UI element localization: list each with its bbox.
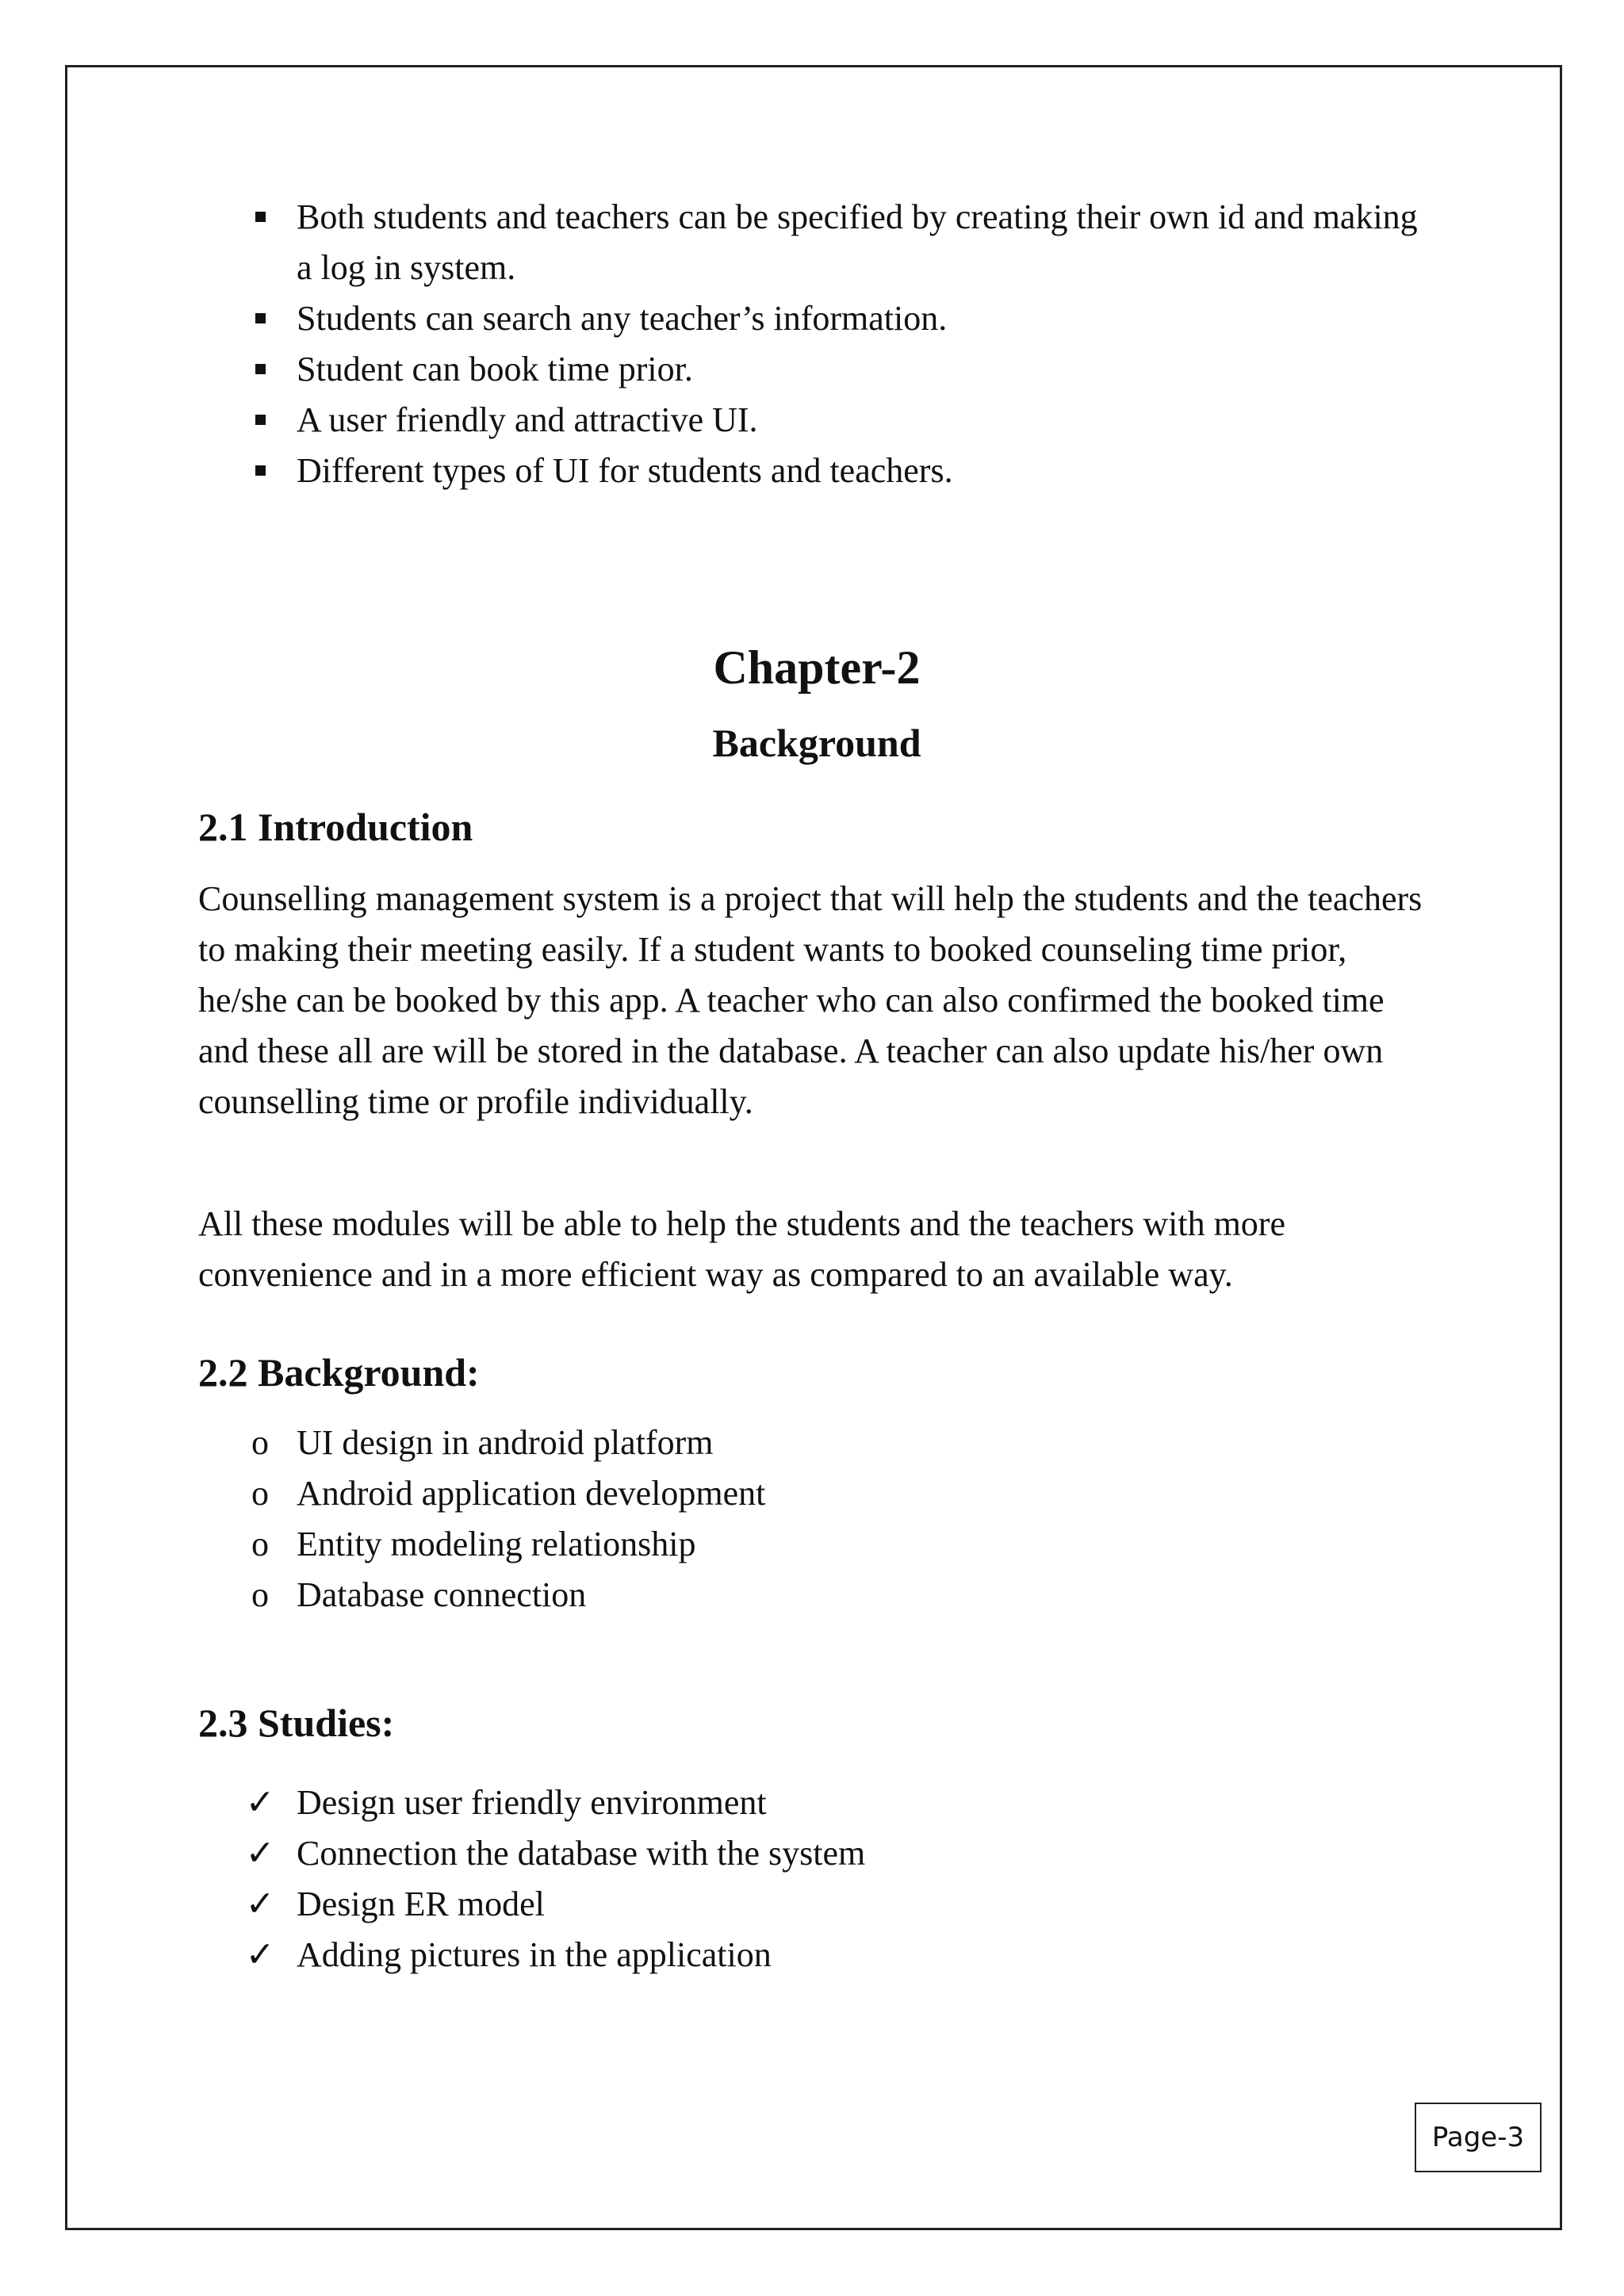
square-bullet-icon [244, 344, 276, 395]
circle-bullet-icon: o [251, 1525, 269, 1563]
square-bullet-icon [244, 293, 276, 344]
list-item: A user friendly and attractive UI. [198, 395, 1435, 446]
circle-bullet-icon: o [251, 1423, 269, 1462]
list-item: o Entity modeling relationship [198, 1519, 1435, 1570]
page-content [198, 192, 1435, 1980]
modules-paragraph: All these modules will be able to help the students and the teachers with more convenience and in a more efficient way as compared to an available way. [198, 1204, 1285, 1294]
checkmark-icon: ✓ [245, 1783, 275, 1822]
page-number: Page-3 [1415, 2103, 1542, 2172]
list-item: Both students and teachers can be specified by creating their own id and making a log in system. [198, 192, 1435, 293]
circle-bullet-icon: o [251, 1575, 269, 1614]
list-item: ✓ Design user friendly environment [198, 1777, 1435, 1828]
feature-bullet-list [198, 192, 1435, 496]
list-item: o UI design in android platform [198, 1418, 1435, 1468]
circle-bullet-icon: o [251, 1474, 269, 1513]
checkmark-icon: ✓ [245, 1935, 275, 1974]
list-item: ✓ Connection the database with the system [198, 1828, 1435, 1879]
list-item: o Android application development [198, 1468, 1435, 1519]
section-heading-background: 2.2 Background: [198, 1350, 480, 1395]
checkmark-icon: ✓ [245, 1885, 275, 1923]
square-bullet-icon [244, 446, 276, 496]
list-item: o Database connection [198, 1570, 1435, 1621]
studies-list [198, 1777, 1435, 1980]
list-item: ✓ Adding pictures in the application [198, 1930, 1435, 1980]
section-heading-introduction: 2.1 Introduction [198, 805, 473, 849]
introduction-paragraph: Counselling management system is a project that will help the students and the teachers to making their meeting easily. If a student wants to booked counseling time prior, he/she can be booked by this app. A teacher who can also confirmed the booked time and these all are will be stored in the database. A teacher can also update his/her own counselling time or profile individually. [198, 879, 1423, 1121]
list-item: Student can book time prior. [198, 344, 1435, 395]
list-item: Different types of UI for students and teachers. [198, 446, 1435, 496]
chapter-title: Chapter-2 [713, 641, 921, 694]
section-heading-studies: 2.3 Studies: [198, 1701, 395, 1745]
square-bullet-icon [244, 395, 276, 446]
chapter-subtitle: Background [712, 721, 921, 765]
list-item: ✓ Design ER model [198, 1879, 1435, 1930]
background-list [198, 1418, 1435, 1621]
checkmark-icon: ✓ [245, 1834, 275, 1873]
list-item: Students can search any teacher’s information. [198, 293, 1435, 344]
square-bullet-icon [244, 192, 276, 243]
